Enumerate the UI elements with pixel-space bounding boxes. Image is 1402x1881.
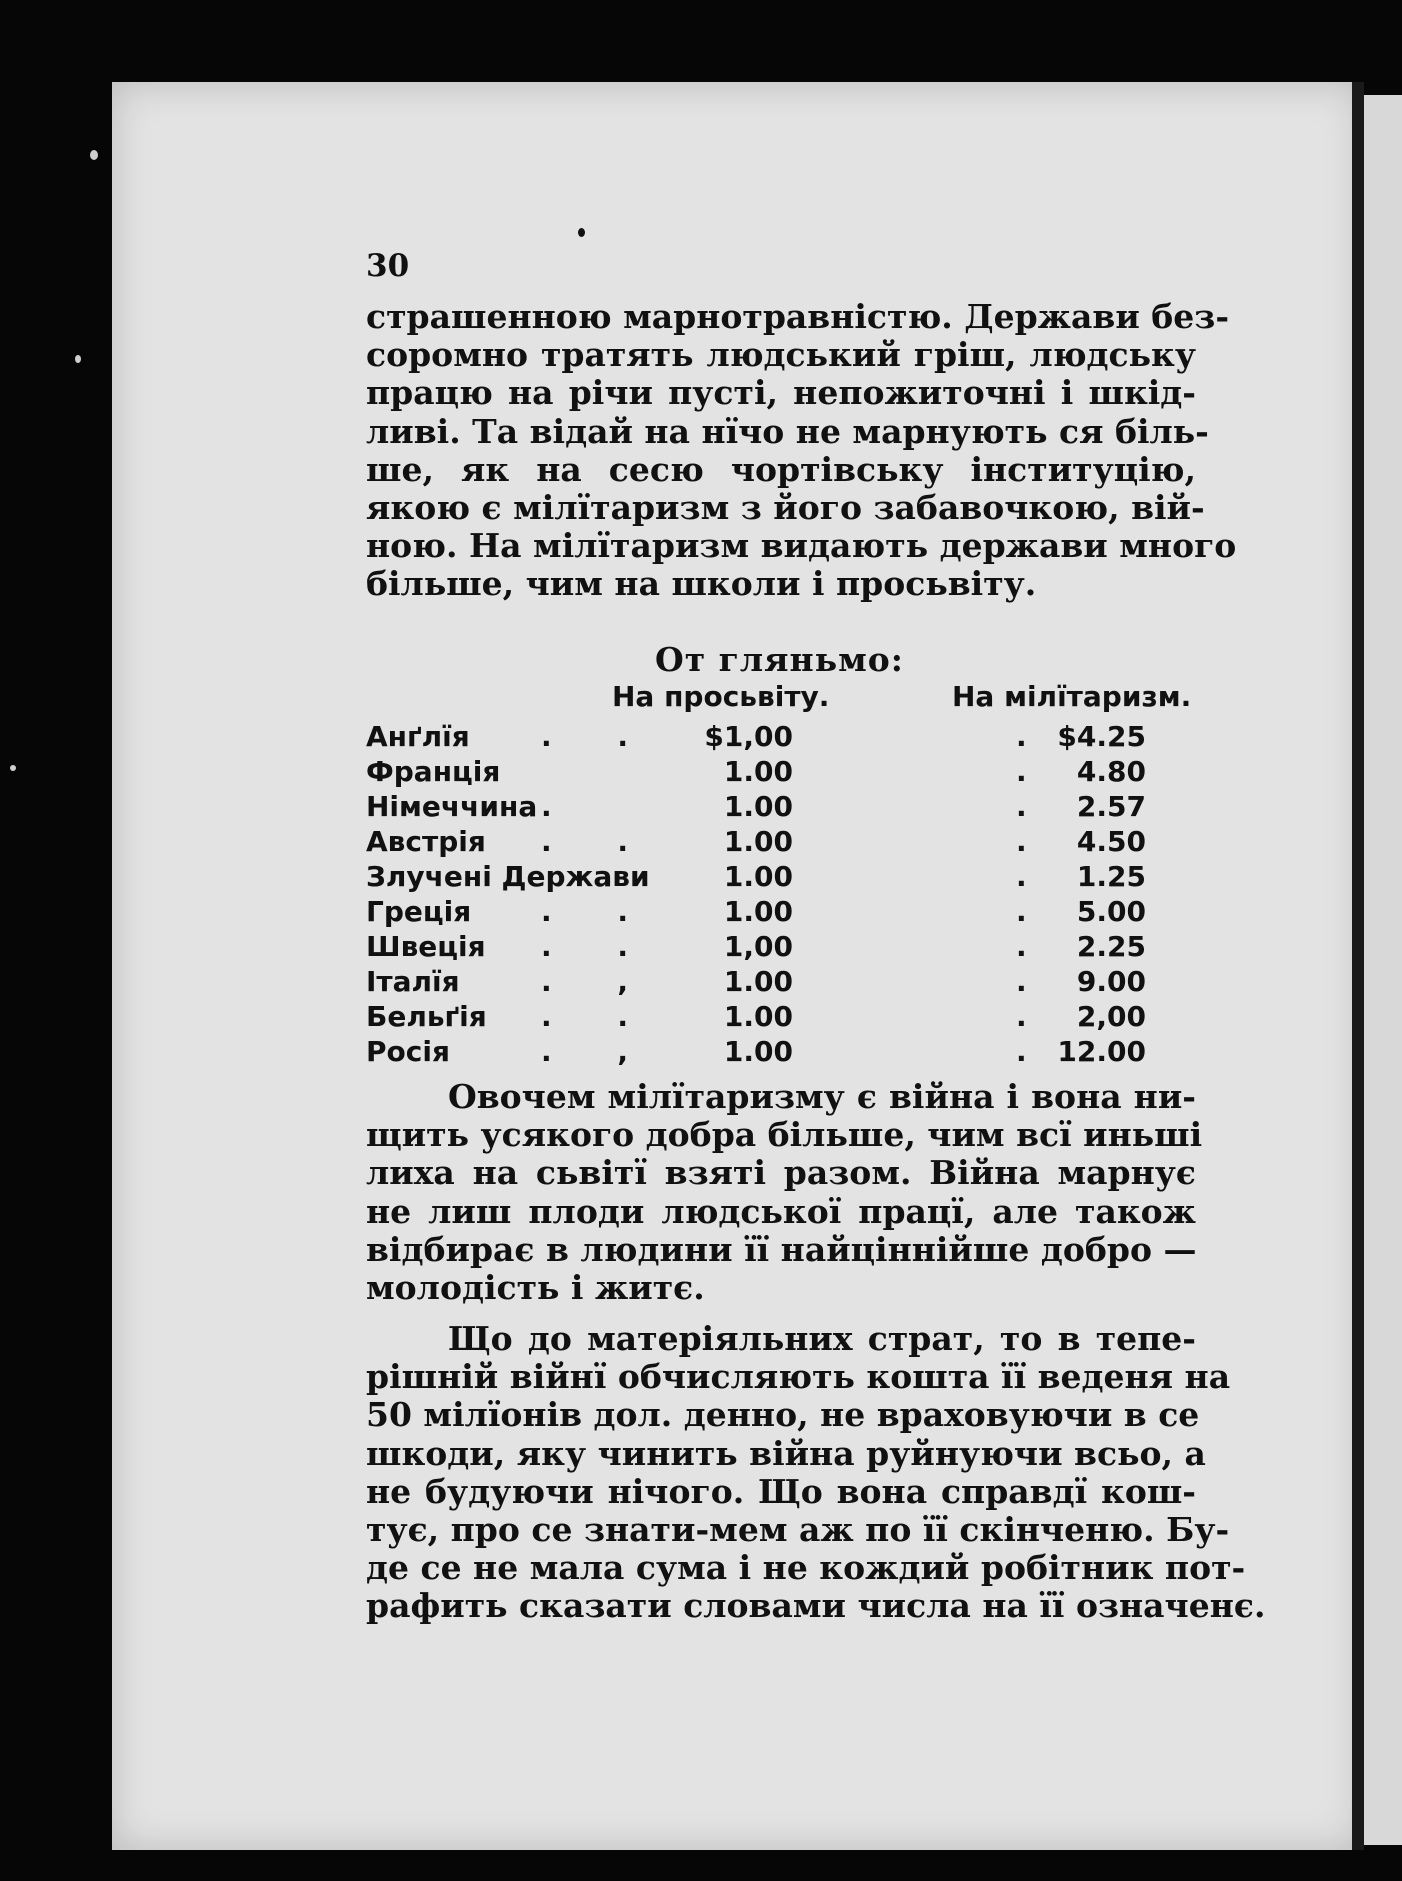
leader-dots: . . [541, 720, 657, 753]
text-line: лиха на сьвітї взяті разом. Війна марнує [366, 1153, 1196, 1193]
text-line: ше, як на сесю чортівську інституцію, [366, 449, 1196, 489]
leader-dot: . [1016, 930, 1027, 963]
education-spending: 1.00 [723, 895, 793, 928]
text-line: 50 мілїонів дол. денно, не враховуючи в се [366, 1395, 1200, 1435]
text-line: відбирає в людини її найціннійше добро — [366, 1229, 1197, 1269]
country-name: Франція [366, 755, 501, 788]
education-spending: 1,00 [723, 930, 793, 963]
page-number: 30 [366, 248, 410, 284]
education-spending: 1.00 [723, 755, 793, 788]
education-spending: 1.00 [723, 790, 793, 823]
country-name: Німеччина [366, 790, 538, 823]
text-line: ливі. Та відай на нїчо не марнують ся біль- [366, 411, 1209, 451]
military-spending: 9.00 [1076, 965, 1146, 998]
leader-dot: . [1016, 755, 1027, 788]
leader-dot: . [1016, 860, 1027, 893]
text-line: більше, чим на школи і просьвіту. [366, 564, 1037, 604]
table-row [366, 860, 1206, 894]
education-spending: 1.00 [723, 1035, 793, 1068]
text-line: ною. На мілїтаризм видають держави много [366, 526, 1237, 566]
text-line: молодість і житє. [366, 1268, 705, 1308]
military-spending: 4.80 [1076, 755, 1146, 788]
ink-dot [578, 228, 585, 237]
leader-dots: . , [541, 965, 657, 998]
leader-dot: . [1016, 895, 1027, 928]
country-name: Бельґія [366, 1000, 487, 1033]
paragraph-2 [366, 1077, 1203, 1308]
military-spending: 2,00 [1076, 1000, 1146, 1033]
military-spending: 4.50 [1076, 825, 1146, 858]
country-name: Росія [366, 1035, 450, 1068]
leader-dot: . [1016, 1000, 1027, 1033]
scan-speck [10, 765, 16, 771]
text-line: рафить сказати словами числа на її означенє. [366, 1586, 1266, 1626]
military-spending: 12.00 [1057, 1035, 1146, 1068]
military-spending: $4.25 [1057, 720, 1146, 753]
leader-dots: . [541, 790, 580, 823]
leader-dot: . [1016, 720, 1027, 753]
page-edge-shadow [1352, 82, 1364, 1850]
education-spending: 1.00 [723, 860, 793, 893]
paragraph-3 [366, 1319, 1266, 1626]
leader-dots: . . [541, 930, 657, 963]
country-name: Швеція [366, 930, 486, 963]
table-row [366, 755, 1206, 789]
leader-dot: . [1016, 825, 1027, 858]
military-spending: 1.25 [1076, 860, 1146, 893]
table-row [366, 930, 1206, 964]
country-name: Австрія [366, 825, 486, 858]
education-spending: 1.00 [723, 965, 793, 998]
text-line: рішній війнї обчисляють кошта її веденя на [366, 1357, 1231, 1397]
country-name: Італїя [366, 965, 460, 998]
table-row [366, 965, 1206, 999]
adjacent-page-strip [1364, 95, 1402, 1845]
education-spending: 1.00 [723, 825, 793, 858]
leader-dots: . . [541, 1000, 657, 1033]
text-line: шкоди, яку чинить війна руйнуючи всьо, а [366, 1433, 1206, 1473]
column-header-military: На мілїтаризм. [952, 680, 1192, 713]
text-line: щить усякого добра більше, чим всї иньші [366, 1115, 1203, 1155]
text-line: Овочем мілїтаризму є війна і вона ни- [448, 1077, 1196, 1116]
scan-speck [90, 150, 98, 160]
table-intro: От гляньмо: [655, 640, 904, 679]
text-line: не лиш плоди людської працї, але також [366, 1191, 1196, 1231]
table-row [366, 1000, 1206, 1034]
text-line: соромно тратять людський гріш, людську [366, 335, 1196, 375]
leader-dot: . [1016, 790, 1027, 823]
country-name: Злучені Держави [366, 860, 650, 893]
table-row [366, 790, 1206, 824]
country-name: Анґлїя [366, 720, 470, 753]
country-name: Греція [366, 895, 472, 928]
table-row [366, 825, 1206, 859]
text-line: Що до матеріяльних страт, то в тепе- [448, 1319, 1196, 1358]
military-spending: 2.25 [1076, 930, 1146, 963]
leader-dot: . [1016, 965, 1027, 998]
text-line: де се не мала сума і не кождий робітник пот- [366, 1548, 1246, 1588]
table-row [366, 895, 1206, 929]
text-line: не будуючи нічого. Що вона справдї кош- [366, 1471, 1196, 1511]
leader-dot: . [1016, 1035, 1027, 1068]
text-line: страшенною марнотравністю. Держави без- [366, 297, 1230, 336]
table-row [366, 1035, 1206, 1069]
military-spending: 2.57 [1076, 790, 1146, 823]
leader-dots: . , [541, 1035, 657, 1068]
text-line: працю на річи пусті, непожиточні і шкід- [366, 373, 1196, 413]
table-row [366, 720, 1206, 754]
leader-dots: . . [541, 825, 657, 858]
text-line: тує, про се знати-мем аж по її скінченю. Бу- [366, 1510, 1230, 1550]
leader-dots: . . [541, 895, 657, 928]
military-spending: 5.00 [1076, 895, 1146, 928]
scan-speck [75, 355, 81, 363]
paragraph-1 [366, 297, 1237, 604]
education-spending: 1.00 [723, 1000, 793, 1033]
text-line: якою є мілїтаризм з його забавочкою, вій- [366, 488, 1205, 528]
education-spending: $1,00 [704, 720, 793, 753]
column-header-education: На просьвіту. [612, 680, 830, 713]
